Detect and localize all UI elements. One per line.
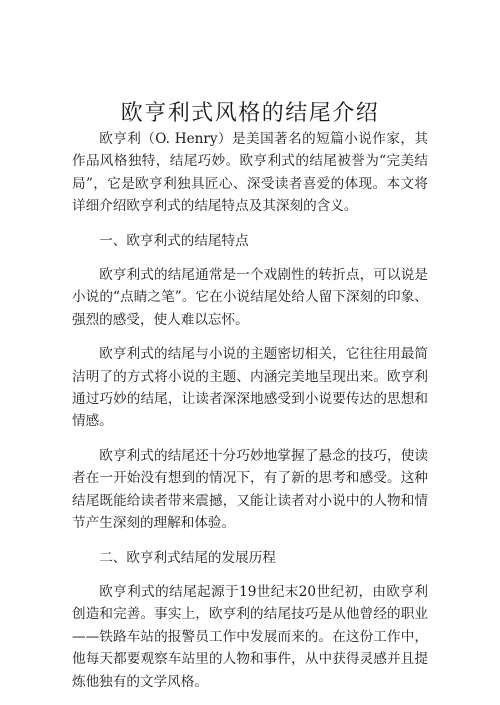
document-body <box>72 128 428 705</box>
section-heading-history: 二、欧亨利式结尾的发展历程 <box>99 549 276 566</box>
page-title: 欧亨利式风格的结尾介绍 <box>120 100 380 126</box>
features-paragraph-3: 欧亨利式的结尾还十分巧妙地掌握了悬念的技巧，使读者在一开始没有想到的情况下，有了新的思考和感受。这种结尾既能给读者带来震撼，又能让读者对小说中的人物和情节产生深刻的理解和体验。 <box>72 447 428 532</box>
features-paragraph-1: 欧亨利式的结尾通常是一个戏剧性的转折点，可以说是小说的“点睛之笔”。它在小说结尾处给人留下深刻的印象、强烈的感受，使人难以忘怀。 <box>72 267 428 328</box>
features-paragraph-2: 欧亨利式的结尾与小说的主题密切相关，它往往用最简洁明了的方式将小说的主题、内涵完美地呈现出来。欧亨利通过巧妙的结尾，让读者深深地感受到小说要传达的思想和情感。 <box>72 346 428 430</box>
intro-paragraph: 欧亨利（O. Henry）是美国著名的短篇小说作家，其作品风格独特，结尾巧妙。欧亨利式的结尾被誉为“完美结局”，它是欧亨利独具匠心、深受读者喜爱的体现。本文将详细介绍欧亨利式的结尾特点及其深刻的含义。 <box>72 131 428 215</box>
section-heading-features: 一、欧亨利式的结尾特点 <box>99 232 249 249</box>
history-paragraph-1: 欧亨利式的结尾起源于19世纪末20世纪初，由欧亨利创造和完善。事实上，欧亨利的结尾技巧是从他曾经的职业——铁路车站的报警员工作中发展而来的。在这份工作中，他每天都要观察车站里的人物和事件，从中获得灵感并且提炼他独有的文学风格。 <box>72 583 428 690</box>
